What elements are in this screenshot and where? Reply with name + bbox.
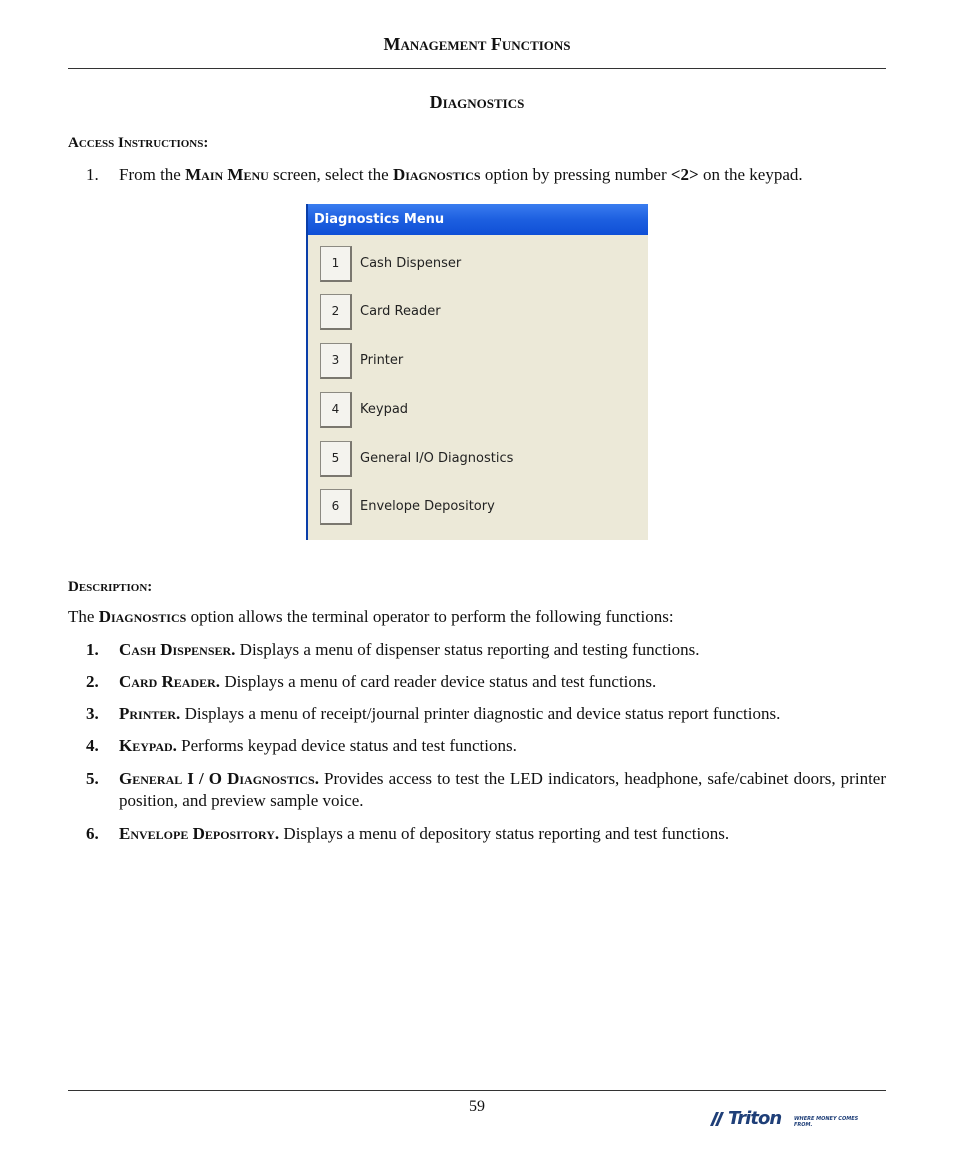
diagnostics-menu-window (306, 204, 648, 540)
item-text (119, 735, 886, 757)
item-text (119, 768, 886, 812)
menu-button-3[interactable]: 3 (320, 343, 352, 379)
triton-logo-mark-icon (708, 1110, 726, 1128)
footer-rule (68, 1090, 886, 1091)
section-title: Diagnostics (429, 92, 525, 112)
item-number: 6. (86, 824, 99, 843)
item-number: 2. (86, 672, 99, 691)
item-description: Displays a menu of dispenser status reporting and testing functions. (235, 640, 700, 659)
logo-brand-text: Triton (728, 1108, 782, 1129)
step-number: 1. (86, 165, 99, 184)
menu-label-keypad: Keypad (360, 402, 409, 417)
step-text-part: option by pressing number (480, 165, 671, 184)
key-number: <2> (670, 165, 699, 184)
menu-label-cash-dispenser: Cash Dispenser (360, 256, 462, 271)
item-number: 3. (86, 704, 99, 723)
intro-text-part: option allows the terminal operator to perform the following functions: (186, 607, 674, 626)
item-text (119, 823, 886, 845)
menu-button-5[interactable]: 5 (320, 441, 352, 477)
menu-label-printer: Printer (360, 353, 404, 368)
intro-text-part: The (68, 607, 99, 626)
page-number: 59 (469, 1098, 485, 1115)
item-description: Displays a menu of card reader device status and test functions. (220, 672, 657, 691)
main-menu-term: Main Menu (185, 165, 269, 184)
item-text (119, 671, 886, 693)
item-text (119, 639, 886, 661)
diagnostics-term: Diagnostics (392, 165, 481, 184)
running-header: Management Functions (383, 34, 571, 54)
window-title-bar: Diagnostics Menu (308, 204, 648, 235)
item-label: Cash Dispenser. (119, 640, 236, 659)
menu-label-card-reader: Card Reader (360, 304, 441, 319)
description-intro (68, 606, 886, 628)
item-label: Keypad. (119, 736, 177, 755)
step-text-part: on the keypad. (698, 165, 803, 184)
step-text (119, 164, 886, 186)
menu-button-2[interactable]: 2 (320, 294, 352, 330)
step-text-part: From the (119, 165, 186, 184)
item-number: 5. (86, 769, 99, 788)
step-text-part: screen, select the (268, 165, 393, 184)
item-number: 4. (86, 736, 99, 755)
header-rule (68, 68, 886, 69)
item-description: Performs keypad device status and test functions. (176, 736, 517, 755)
item-description: Provides access to test the LED indicators, headphone, safe/cabinet doors, printer position, and preview sample voice. (119, 769, 886, 810)
menu-label-envelope-depository: Envelope Depository (360, 499, 495, 514)
menu-button-4[interactable]: 4 (320, 392, 352, 428)
triton-logo (708, 1108, 878, 1130)
item-label: Envelope Depository. (119, 824, 280, 843)
menu-label-general-io: General I/O Diagnostics (360, 451, 514, 466)
item-number: 1. (86, 640, 99, 659)
menu-button-1[interactable]: 1 (320, 246, 352, 282)
item-description: Displays a menu of depository status reporting and test functions. (279, 824, 730, 843)
item-label: Card Reader. (119, 672, 221, 691)
item-text (119, 703, 886, 725)
item-label: Printer. (119, 704, 181, 723)
logo-tagline: WHERE MONEY COMES FROM. (794, 1116, 859, 1128)
item-label: General I / O Diagnostics. (119, 769, 319, 788)
menu-button-6[interactable]: 6 (320, 489, 352, 525)
item-description: Displays a menu of receipt/journal printer diagnostic and device status report functions. (180, 704, 781, 723)
access-instructions-heading: Access Instructions: (68, 135, 209, 151)
description-heading: Description: (68, 579, 153, 595)
diagnostics-term: Diagnostics (98, 607, 187, 626)
